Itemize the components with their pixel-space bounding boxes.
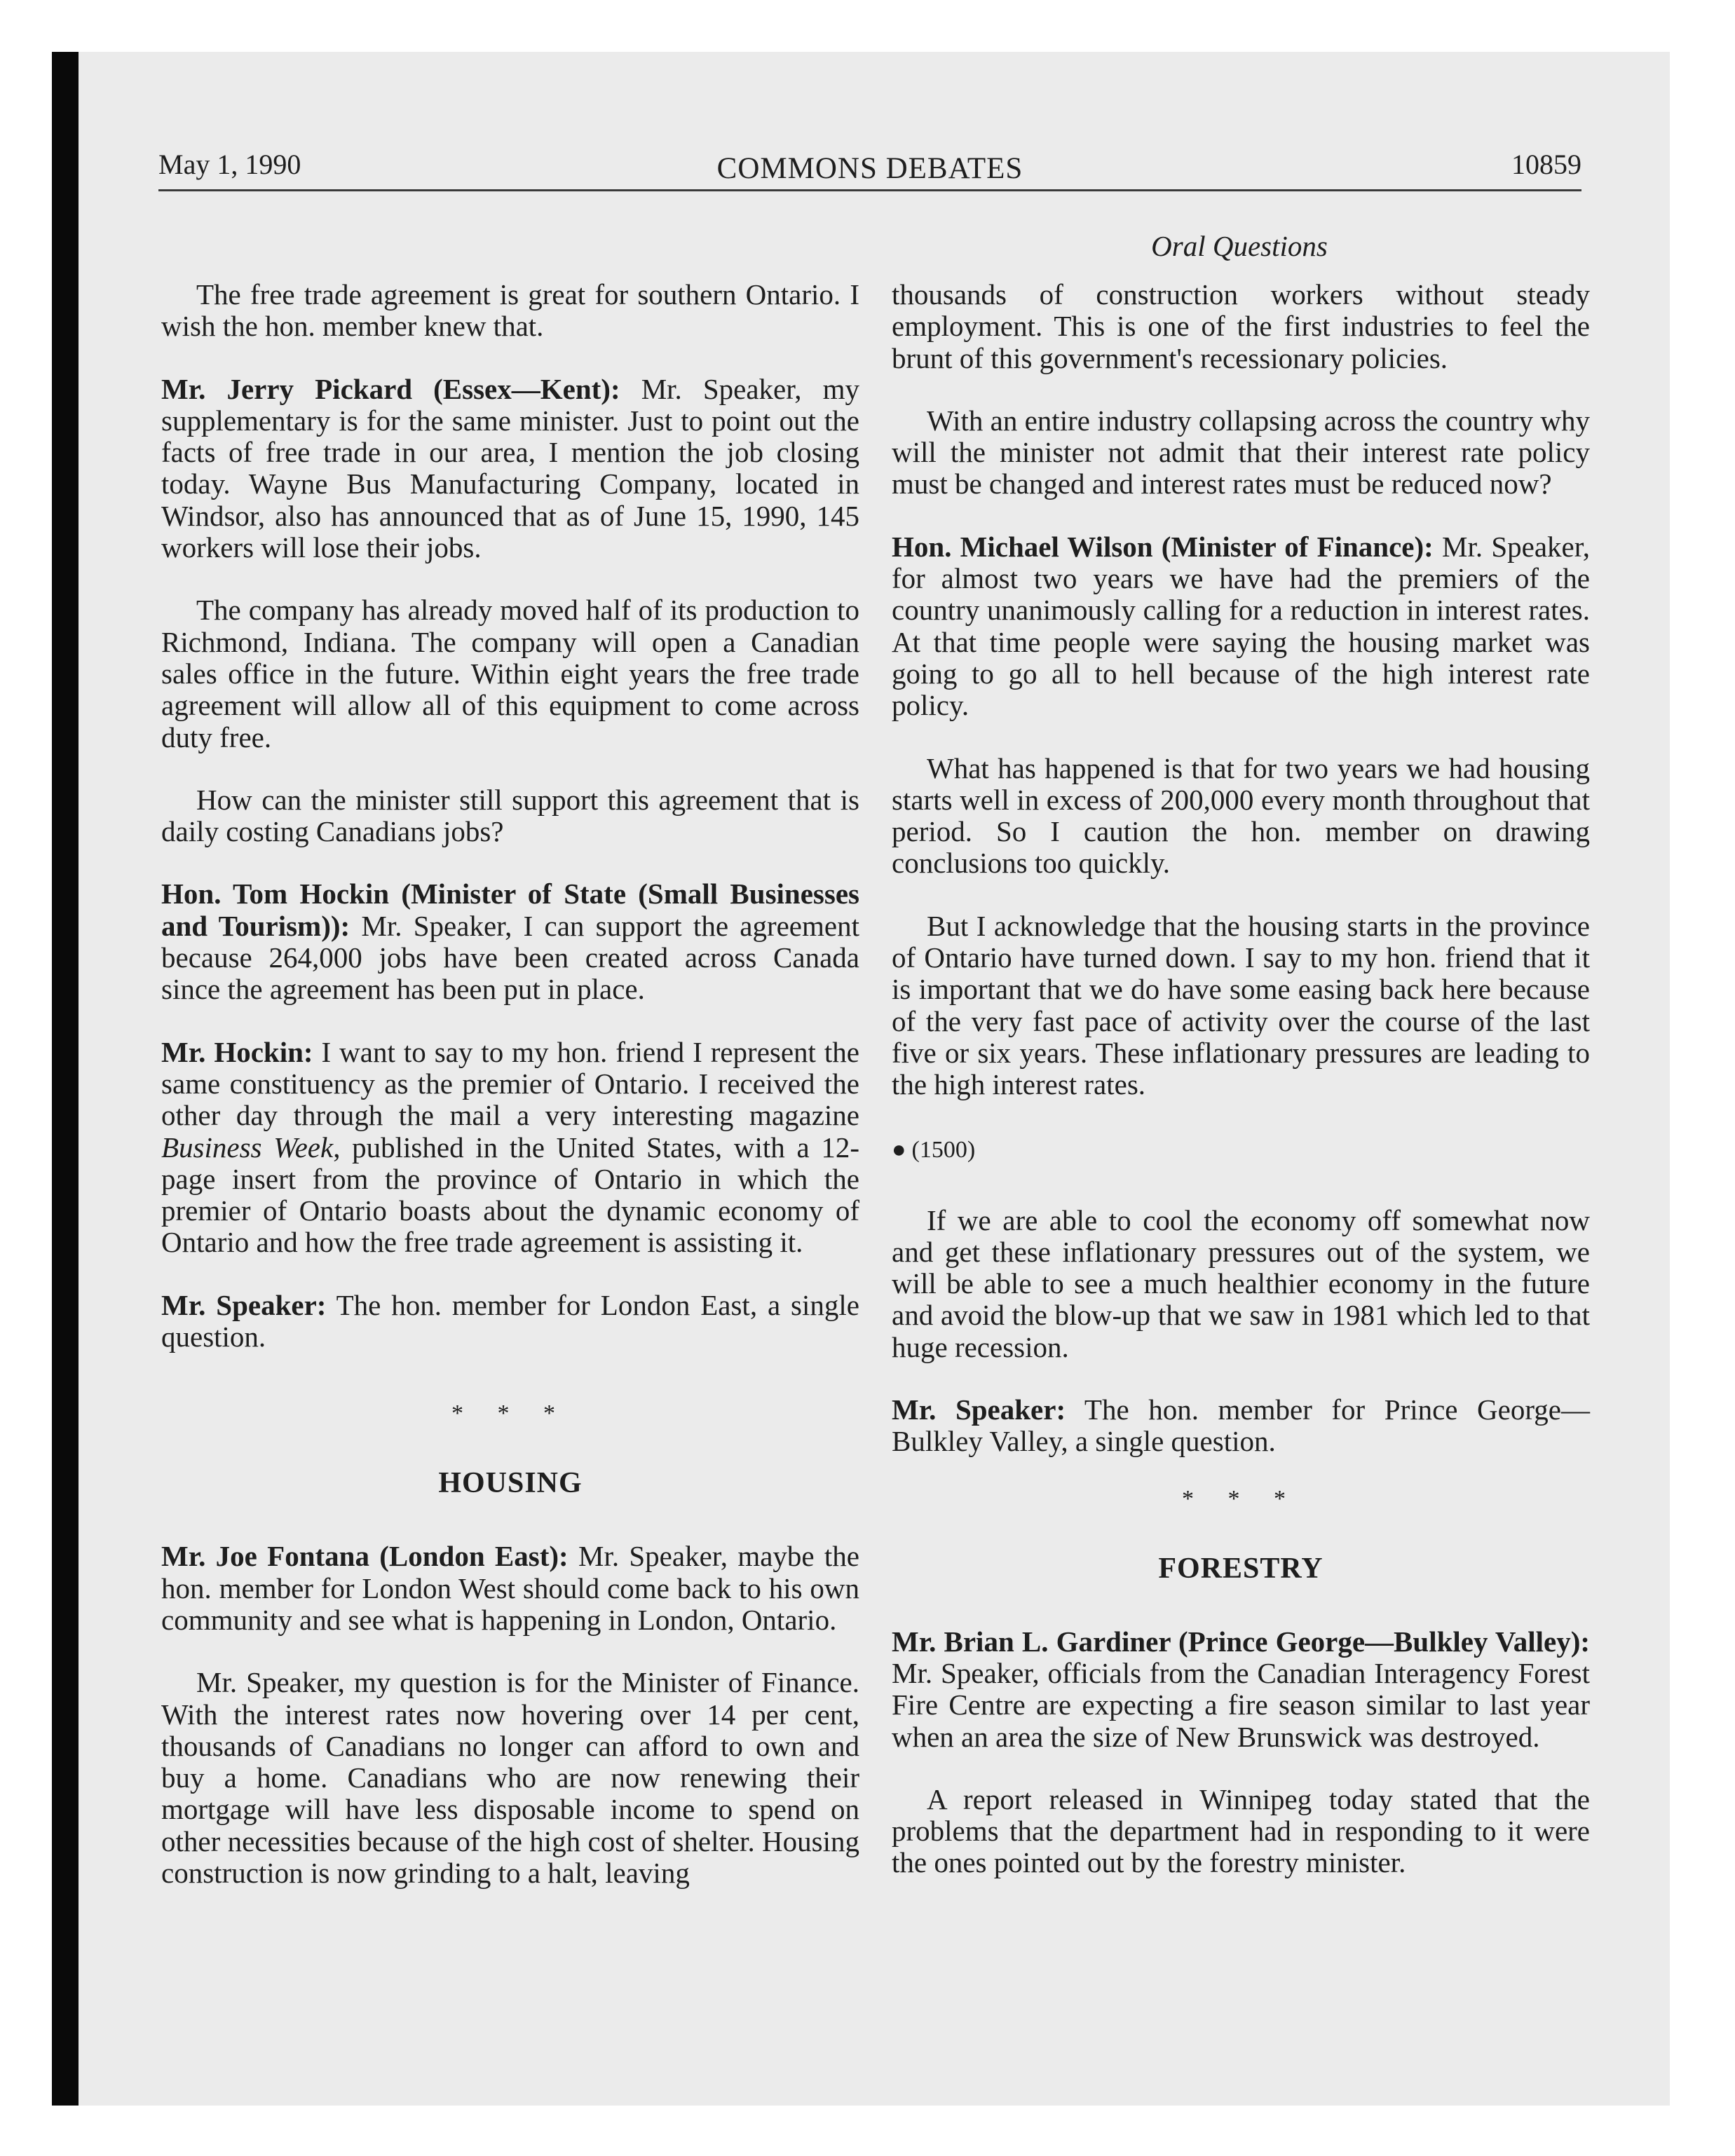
paragraph (161, 878, 859, 1005)
speaker-name: Mr. Joe Fontana (London East): (161, 1540, 569, 1573)
speech-text: I want to say to my hon. friend I represent the same constituency as the premier of Ontario. I received the other day through the mail a very interesting magazine (161, 1035, 860, 1132)
left-column (161, 279, 859, 1889)
paragraph (892, 1626, 1590, 1753)
scan-binding-edge (52, 52, 79, 2106)
section-heading: FORESTRY (1158, 1552, 1324, 1585)
paragraph: What has happened is that for two years we had housing starts well in excess of 200,000 every month throughout that period. So I caution the hon. member on drawing conclusions too quickly. (892, 751, 1590, 880)
section-heading: HOUSING (438, 1467, 583, 1500)
paragraph: A report released in Winnipeg today stated that the problems that the department had in responding to it were the ones pointed out by the forestry minister. (892, 1782, 1590, 1879)
paragraph: With an entire industry collapsing across the country why will the minister not admit that their interest rate policy must be changed and interest rates must be reduced now? (892, 404, 1590, 500)
paragraph (161, 1541, 859, 1636)
speech-text: Mr. Speaker, for almost two years we have had the premiers of the country unanimously calling for a reduction in interest rates. At that time people were saying the housing market was going to go all to hell because of the high interest rate policy. (892, 530, 1590, 722)
time-marker-text: (1500) (911, 1136, 976, 1163)
speech-text: , published in the United States, with a 12-page insert from the province of Ontario in which the premier of Ontario boasts about the dynamic economy of Ontario and how the free trade agreement is assisting it. (161, 1131, 859, 1259)
speaker-name: Mr. Speaker: (161, 1288, 327, 1321)
section-separator: * * * (451, 1400, 569, 1427)
speech-text: The hon. member for Prince George—Bulkley Valley, a single question. (892, 1393, 1590, 1458)
speaker-name: Mr. Jerry Pickard (Essex—Kent): (161, 372, 620, 405)
speech-text: Mr. Speaker, my supplementary is for the same minister. Just to point out the facts of free trade in our area, I mention the job closing today. Wayne Bus Manufacturing Company, located in Windsor, also has announced that as of June 15, 1990, 145 workers will lose their jobs. (161, 372, 859, 564)
speech-text: Mr. Speaker, maybe the hon. member for London West should come back to his own community and see what is happening in London, Ontario. (161, 1540, 859, 1636)
speaker-name: Mr. Hockin: (161, 1035, 313, 1068)
speaker-name: Hon. Tom Hockin (Minister of State (Small Businesses and Tourism)): (161, 878, 859, 942)
bullet-icon: ● (892, 1136, 906, 1163)
paragraph: Mr. Speaker, my question is for the Minister of Finance. With the interest rates now hovering over 14 per cent, thousands of Canadians no longer can afford to own and buy a home. Canadians who are now renewing their mortgage will have less disposable income to spend on other necessities because of the high cost of shelter. Housing construction is now grinding to a halt, leaving (161, 1666, 859, 1889)
speech-text: Mr. Speaker, officials from the Canadian Interagency Forest Fire Centre are expecting a fire season similar to last year when an area the size of New Brunswick was destroyed. (892, 1656, 1590, 1753)
paragraph (161, 1290, 859, 1353)
header-publication: COMMONS DEBATES (716, 152, 1023, 185)
paragraph: The company has already moved half of its production to Richmond, Indiana. The company will open a Canadian sales office in the future. Within eight years the free trade agreement will allow all of this equipment to come across duty free. (161, 594, 859, 753)
header-page-number: 10859 (1511, 149, 1581, 180)
speech-text: The hon. member for London East, a single question. (161, 1288, 859, 1353)
speech-text: Mr. Speaker, I can support the agreement because 264,000 jobs have been created across Canada since the agreement has been put in place. (161, 909, 859, 1006)
speaker-name: Mr. Brian L. Gardiner (Prince George—Bulkley Valley): (892, 1625, 1590, 1658)
section-separator: * * * (1182, 1485, 1300, 1512)
paragraph (892, 531, 1590, 722)
header-rule (158, 189, 1581, 191)
speaker-name: Mr. Speaker: (892, 1393, 1066, 1426)
speaker-name: Hon. Michael Wilson (Minister of Finance): (892, 530, 1434, 563)
paragraph: If we are able to cool the economy off somewhat now and get these inflationary pressures out of the system, we will be able to see a much healthier economy in the future and avoid the blow-up that we saw in 1981 which led to that huge recession. (892, 1203, 1590, 1363)
section-label: Oral Questions (1151, 230, 1328, 262)
header-date: May 1, 1990 (158, 149, 301, 180)
paragraph: thousands of construction workers without steady employment. This is one of the first industries to feel the brunt of this government's recessionary policies. (892, 278, 1590, 374)
paragraph (892, 1394, 1590, 1458)
magazine-title: Business Week (161, 1131, 334, 1164)
paragraph: How can the minister still support this agreement that is daily costing Canadians jobs? (161, 783, 859, 848)
paragraph: But I acknowledge that the housing starts in the province of Ontario have turned down. I say to my hon. friend that it is important that we do have some easing back here because of the very fast pace of activity over the course of the last five or six years. These inflationary pressures are leading to the high interest rates. (892, 909, 1590, 1101)
paragraph: The free trade agreement is great for southern Ontario. I wish the hon. member knew that. (161, 278, 859, 343)
paragraph (161, 374, 859, 564)
right-column (892, 279, 1590, 1879)
time-marker (892, 1136, 1590, 1164)
paragraph (161, 1037, 859, 1259)
